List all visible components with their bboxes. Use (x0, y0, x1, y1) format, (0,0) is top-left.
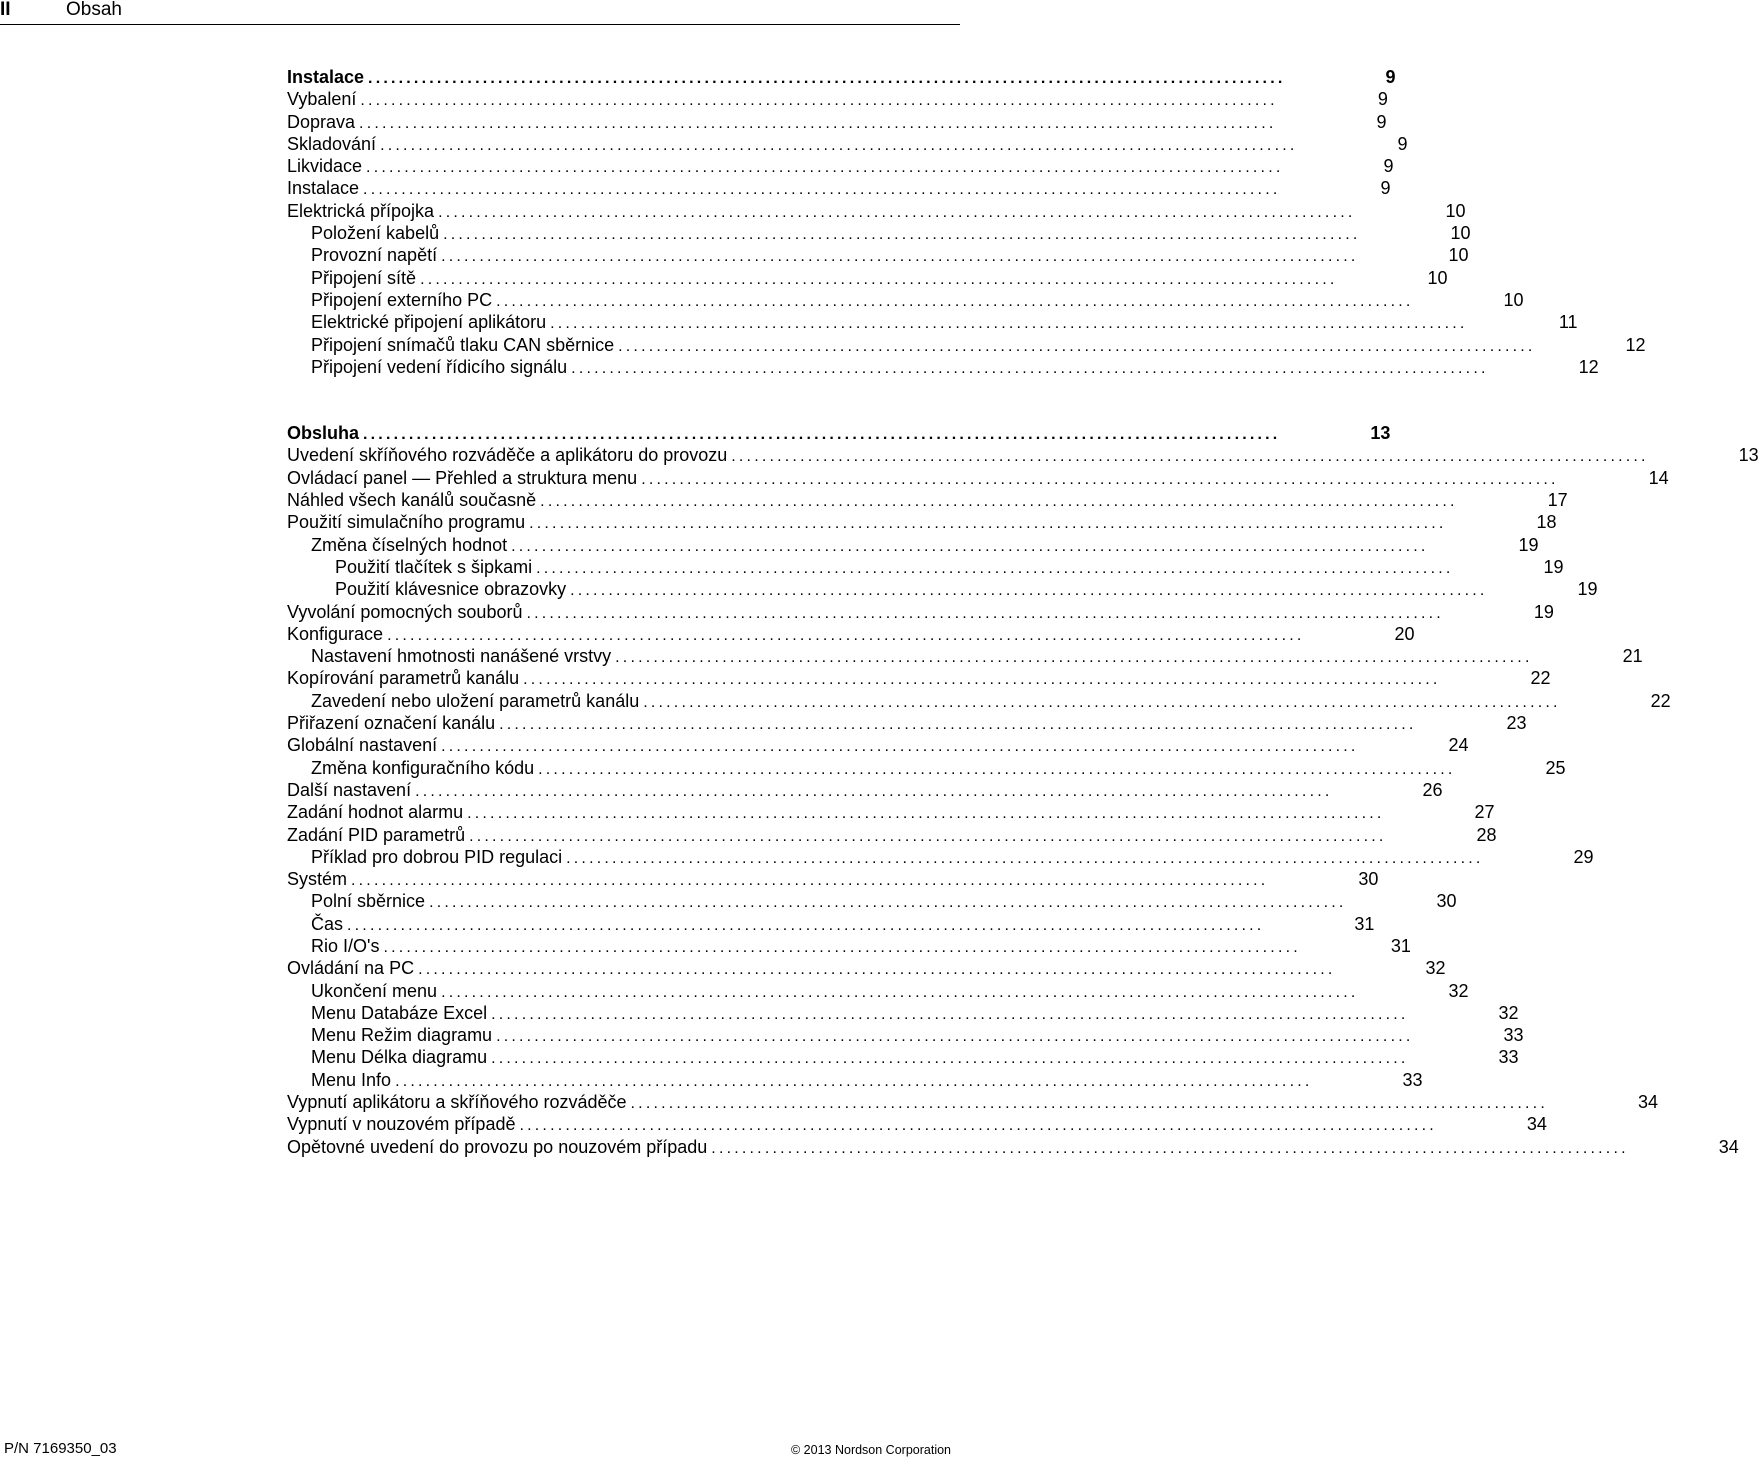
dot-leader: ........................................................................................................................ (441, 248, 1359, 266)
toc-group (287, 422, 1759, 1158)
dot-leader: ........................................................................................................................ (438, 203, 1356, 221)
dot-leader: ........................................................................................................................ (711, 1139, 1629, 1157)
toc-entry[interactable] (287, 133, 1408, 155)
toc-entry-title: Menu Info (311, 1069, 392, 1090)
toc-entry-title: Vypnutí v nouzovém případě (287, 1114, 516, 1135)
toc-entry-title: Opětovné uvedení do provozu po nouzovém případu (287, 1136, 708, 1157)
dot-leader: ........................................................................................................................ (469, 827, 1387, 845)
dot-leader: ........................................................................................................................ (566, 849, 1484, 867)
toc-entry[interactable] (287, 334, 1646, 356)
toc-page-number: 9 (1383, 156, 1394, 177)
toc-page-number: 34 (1526, 1114, 1547, 1135)
toc-page-number: 30 (1358, 869, 1379, 890)
toc-entry[interactable] (287, 511, 1557, 533)
toc-entry[interactable] (287, 1046, 1519, 1068)
toc-entry-title: Vypnutí aplikátoru a skříňového rozváděče (287, 1092, 627, 1113)
toc-entry[interactable] (287, 534, 1539, 556)
header-divider (0, 24, 960, 25)
toc-entry-title: Globální nastavení (287, 735, 438, 756)
dot-leader: ........................................................................................................................ (529, 515, 1447, 533)
toc-entry-title: Doprava (287, 111, 356, 132)
toc-entry-title: Připojení externího PC (311, 289, 493, 310)
dot-leader: ........................................................................................................................ (511, 537, 1429, 555)
dot-leader: ........................................................................................................................ (360, 92, 1278, 110)
toc-entry-title: Zadání PID parametrů (287, 824, 466, 845)
dot-leader: ........................................................................................................................ (380, 136, 1298, 154)
dot-leader: ........................................................................................................................ (526, 604, 1444, 622)
toc-entry[interactable] (287, 556, 1564, 578)
dot-leader: ........................................................................................................................ (418, 961, 1336, 979)
dot-leader: ........................................................................................................................ (571, 359, 1489, 377)
toc-entry[interactable] (287, 623, 1415, 645)
toc-entry-title: Zavedení nebo uložení parametrů kanálu (311, 690, 640, 711)
toc-page-number: 9 (1377, 89, 1388, 110)
toc-entry-title: Připojení sítě (311, 267, 417, 288)
toc-page-number: 10 (1445, 200, 1466, 221)
toc-entry-title: Ovládání na PC (287, 958, 415, 979)
dot-leader: ........................................................................................................................ (536, 559, 1454, 577)
dot-leader: ........................................................................................................................ (499, 716, 1417, 734)
section-title: Obsah (66, 0, 122, 20)
dot-leader: ........................................................................................................................ (363, 181, 1281, 199)
toc-entry-title: Likvidace (287, 156, 363, 177)
toc-entry-title: Připojení vedení řídicího signálu (311, 356, 568, 377)
toc-entry[interactable] (287, 868, 1379, 890)
toc-entry[interactable] (287, 88, 1388, 110)
toc-entry[interactable] (287, 289, 1524, 311)
toc-entry[interactable] (287, 311, 1578, 333)
part-number: P/N 7169350_03 (4, 1440, 117, 1457)
toc-page-number: 19 (1543, 556, 1564, 577)
toc-page-number: 33 (1503, 1025, 1524, 1046)
toc-group (287, 66, 1646, 378)
toc-entry[interactable] (287, 200, 1466, 222)
toc-entry-title: Uvedení skříňového rozváděče a aplikátoru do provozu (287, 445, 728, 466)
toc-entry[interactable] (287, 957, 1446, 979)
toc-entry[interactable] (287, 801, 1495, 823)
toc-entry[interactable] (287, 824, 1497, 846)
toc-entry-title: Skladování (287, 133, 377, 154)
dot-leader: ........................................................................................................................ (347, 916, 1265, 934)
toc-entry[interactable] (287, 1091, 1658, 1113)
toc-page-number: 22 (1650, 690, 1671, 711)
dot-leader: ........................................................................................................................ (443, 226, 1361, 244)
toc-entry[interactable] (287, 980, 1469, 1002)
toc-page-number: 27 (1474, 802, 1495, 823)
toc-entry-title: Menu Délka diagramu (311, 1047, 488, 1068)
dot-leader: ........................................................................................................................ (731, 448, 1649, 466)
toc-entry[interactable] (287, 177, 1391, 199)
toc-entry[interactable] (287, 935, 1411, 957)
toc-entry-title: Zadání hodnot alarmu (287, 802, 464, 823)
toc-page-number: 19 (1533, 601, 1554, 622)
dot-leader: ........................................................................................................................ (519, 1117, 1437, 1135)
toc-page-number: 31 (1354, 913, 1375, 934)
toc-page-number: 12 (1578, 356, 1599, 377)
toc-page-number: 33 (1402, 1069, 1423, 1090)
copyright-notice: © 2013 Nordson Corporation (791, 1443, 951, 1457)
toc-entry[interactable] (287, 578, 1598, 600)
toc-entry-title: Vybalení (287, 89, 357, 110)
dot-leader: ........................................................................................................................ (618, 337, 1536, 355)
toc-entry-title: Položení kabelů (311, 223, 440, 244)
toc-page-number: 31 (1390, 935, 1411, 956)
toc-page-number: 10 (1448, 245, 1469, 266)
toc-entry-title: Ovládací panel — Přehled a struktura menu (287, 467, 638, 488)
dot-leader: ........................................................................................................................ (429, 894, 1347, 912)
table-of-contents (287, 66, 1759, 1158)
dot-leader: ........................................................................................................................ (550, 315, 1468, 333)
toc-page-number: 34 (1637, 1092, 1658, 1113)
toc-page-number: 9 (1385, 67, 1396, 87)
toc-entry[interactable] (287, 913, 1375, 935)
toc-entry-title: Náhled všech kanálů současně (287, 490, 537, 511)
toc-page-number: 23 (1506, 713, 1527, 734)
dot-leader: ........................................................................................................................ (523, 671, 1441, 689)
toc-page-number: 32 (1448, 980, 1469, 1001)
toc-entry[interactable] (287, 846, 1594, 868)
dot-leader: ........................................................................................................................ (441, 738, 1359, 756)
toc-entry[interactable] (287, 667, 1551, 689)
dot-leader: ........................................................................................................................ (441, 983, 1359, 1001)
toc-entry[interactable] (287, 601, 1554, 623)
toc-page-number: 10 (1503, 289, 1524, 310)
toc-entry[interactable] (287, 155, 1394, 177)
toc-entry[interactable] (287, 734, 1469, 756)
toc-entry-title: Kopírování parametrů kanálu (287, 668, 520, 689)
toc-entry-title: Konfigurace (287, 623, 384, 644)
toc-entry[interactable] (287, 890, 1457, 912)
dot-leader: ........................................................................................................................ (368, 70, 1286, 87)
toc-page-number: 28 (1476, 824, 1497, 845)
toc-page-number: 32 (1498, 1002, 1519, 1023)
dot-leader: ........................................................................................................................ (491, 1050, 1409, 1068)
toc-entry-title: Instalace (287, 178, 360, 199)
toc-page-number: 26 (1422, 779, 1443, 800)
toc-page-number: 10 (1427, 267, 1448, 288)
toc-page-number: 19 (1577, 579, 1598, 600)
dot-leader: ........................................................................................................................ (351, 872, 1269, 890)
toc-page-number: 14 (1648, 467, 1669, 488)
toc-entry[interactable] (287, 1024, 1524, 1046)
toc-page-number: 12 (1625, 334, 1646, 355)
toc-page-number: 9 (1397, 133, 1408, 154)
toc-entry-title: Nastavení hmotnosti nanášené vrstvy (311, 646, 612, 667)
toc-chapter-entry[interactable] (287, 422, 1391, 444)
toc-page-number: 32 (1425, 958, 1446, 979)
dot-leader: ........................................................................................................................ (363, 426, 1281, 444)
toc-entry[interactable] (287, 267, 1448, 289)
toc-entry[interactable] (287, 1136, 1739, 1158)
dot-leader: ........................................................................................................................ (496, 1028, 1414, 1046)
dot-leader: ........................................................................................................................ (415, 782, 1333, 800)
toc-entry[interactable] (287, 444, 1759, 466)
dot-leader: ........................................................................................................................ (630, 1095, 1548, 1113)
dot-leader: ........................................................................................................................ (491, 1005, 1409, 1023)
toc-entry[interactable] (287, 356, 1599, 378)
toc-page-number: 33 (1498, 1047, 1519, 1068)
dot-leader: ........................................................................................................................ (467, 805, 1385, 823)
toc-page-number: 20 (1394, 623, 1415, 644)
dot-leader: ........................................................................................................................ (383, 938, 1301, 956)
toc-entry-title: Polní sběrnice (311, 891, 426, 912)
toc-entry[interactable] (287, 244, 1469, 266)
toc-entry-title: Použití tlačítek s šipkami (335, 556, 533, 577)
toc-entry-title: Elektrická přípojka (287, 200, 435, 221)
toc-page-number: 19 (1518, 534, 1539, 555)
dot-leader: ........................................................................................................................ (641, 470, 1559, 488)
toc-entry[interactable] (287, 690, 1671, 712)
toc-page-number: 10 (1450, 223, 1471, 244)
toc-entry-title: Menu Databáze Excel (311, 1002, 488, 1023)
toc-entry-title: Obsluha (287, 423, 360, 444)
toc-page-number: 21 (1622, 646, 1643, 667)
toc-page-number: 22 (1530, 668, 1551, 689)
dot-leader: ........................................................................................................................ (366, 159, 1284, 177)
dot-leader: ........................................................................................................................ (395, 1072, 1313, 1090)
toc-entry[interactable] (287, 1069, 1423, 1091)
toc-page-number: 29 (1573, 846, 1594, 867)
toc-entry-title: Použití klávesnice obrazovky (335, 579, 567, 600)
dot-leader: ........................................................................................................................ (570, 582, 1488, 600)
toc-entry-title: Připojení snímačů tlaku CAN sběrnice (311, 334, 615, 355)
toc-entry[interactable] (287, 645, 1643, 667)
dot-leader: ........................................................................................................................ (420, 270, 1338, 288)
section-number: II (0, 0, 11, 20)
toc-page-number: 18 (1536, 512, 1557, 533)
toc-entry-title: Příklad pro dobrou PID regulaci (311, 846, 563, 867)
toc-entry-title: Další nastavení (287, 779, 412, 800)
dot-leader: ........................................................................................................................ (540, 493, 1458, 511)
toc-entry[interactable] (287, 222, 1471, 244)
toc-chapter-entry[interactable] (287, 66, 1396, 88)
dot-leader: ........................................................................................................................ (359, 114, 1277, 132)
toc-page-number: 30 (1436, 891, 1457, 912)
toc-entry[interactable] (287, 779, 1443, 801)
dot-leader: ........................................................................................................................ (538, 760, 1456, 778)
toc-entry-title: Přiřazení označení kanálu (287, 713, 496, 734)
toc-page-number: 11 (1558, 312, 1578, 333)
toc-page-number: 34 (1718, 1136, 1739, 1157)
toc-page-number: 9 (1380, 178, 1391, 199)
toc-entry[interactable] (287, 1113, 1547, 1135)
toc-entry-title: Čas (311, 913, 344, 934)
toc-entry-title: Menu Režim diagramu (311, 1025, 493, 1046)
toc-entry-title: Změna konfiguračního kódu (311, 757, 535, 778)
toc-entry[interactable] (287, 467, 1669, 489)
toc-page-number: 13 (1738, 445, 1759, 466)
toc-entry-title: Vyvolání pomocných souborů (287, 601, 523, 622)
toc-entry[interactable] (287, 1002, 1519, 1024)
dot-leader: ........................................................................................................................ (615, 649, 1533, 667)
dot-leader: ........................................................................................................................ (643, 693, 1561, 711)
toc-entry-title: Provozní napětí (311, 245, 438, 266)
toc-entry-title: Rio I/O's (311, 935, 380, 956)
toc-entry-title: Instalace (287, 67, 365, 87)
toc-entry-title: Použití simulačního programu (287, 512, 526, 533)
toc-entry[interactable] (287, 757, 1566, 779)
toc-entry-title: Ukončení menu (311, 980, 438, 1001)
toc-page-number: 13 (1370, 423, 1391, 444)
toc-page-number: 9 (1376, 111, 1387, 132)
toc-entry[interactable] (287, 712, 1527, 734)
toc-page-number: 25 (1545, 757, 1566, 778)
toc-entry-title: Změna číselných hodnot (311, 534, 508, 555)
dot-leader: ........................................................................................................................ (387, 626, 1305, 644)
toc-entry[interactable] (287, 489, 1568, 511)
toc-page-number: 24 (1448, 735, 1469, 756)
dot-leader: ........................................................................................................................ (496, 292, 1414, 310)
page-header (0, 0, 960, 22)
toc-entry-title: Elektrické připojení aplikátoru (311, 312, 547, 333)
toc-entry-title: Systém (287, 869, 348, 890)
toc-page-number: 17 (1547, 490, 1568, 511)
toc-entry[interactable] (287, 111, 1387, 133)
